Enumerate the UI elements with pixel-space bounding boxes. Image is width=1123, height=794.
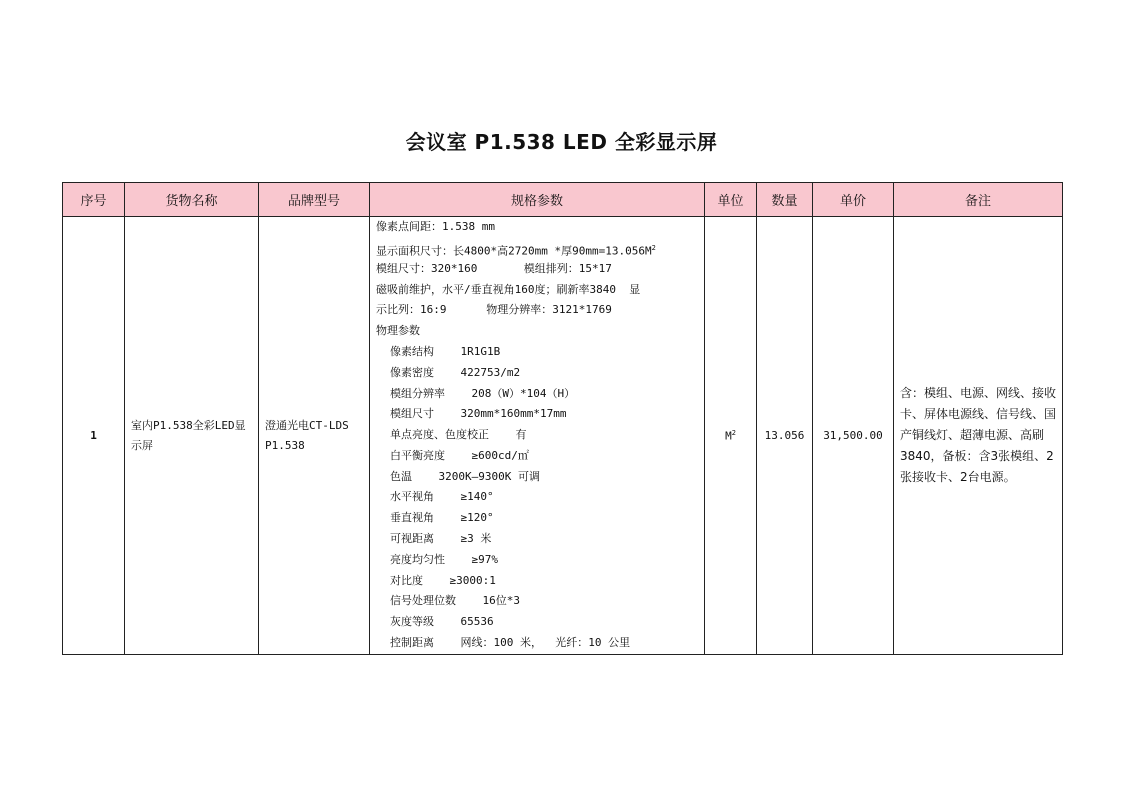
cell-quantity: 13.056	[757, 217, 813, 655]
header-index: 序号	[63, 183, 125, 217]
spec-item: 水平视角 ≥140°	[390, 490, 494, 504]
spec-item: 像素结构 1R1G1B	[390, 344, 501, 358]
spec-item: 亮度均匀性 ≥97%	[390, 552, 498, 566]
spec-item: 控制距离 网线：100 米， 光纤：10 公里	[390, 636, 631, 650]
table-row	[63, 217, 1063, 655]
header-unit-price: 单价	[813, 183, 894, 217]
cell-spec	[370, 217, 705, 655]
spec-item: 模组分辨率 208（W）*104（H）	[390, 386, 576, 400]
cell-brand-model: 澄通光电CT-LDS P1.538	[259, 217, 370, 655]
spec-line-physical: 物理参数	[376, 324, 420, 338]
cell-product-name: 室内P1.538全彩LED显示屏	[125, 217, 259, 655]
spec-item: 可视距离 ≥3 米	[390, 532, 492, 546]
spec-line-area	[376, 238, 698, 259]
cell-unit	[705, 217, 757, 655]
header-unit: 单位	[705, 183, 757, 217]
spec-item: 信号处理位数 16位*3	[390, 594, 520, 608]
spec-line-area-text: 显示面积尺寸：长4800*高2720mm *厚90mm=13.056M	[376, 244, 652, 258]
spec-line-area-sup: 2	[651, 243, 656, 252]
spec-table	[62, 182, 1063, 655]
header-product-name: 货物名称	[125, 183, 259, 217]
page-title: 会议室 P1.538 LED 全彩显示屏	[405, 130, 718, 154]
cell-index: 1	[63, 217, 125, 655]
spec-item: 对比度 ≥3000:1	[390, 573, 496, 587]
spec-line-ratio: 示比列：16:9 物理分辨率：3121*1769	[376, 303, 612, 317]
cell-unit-text: M	[725, 429, 732, 443]
spec-line-maintenance: 磁吸前维护，水平/垂直视角160度；刷新率3840 显	[376, 282, 641, 296]
header-brand-model: 品牌型号	[259, 183, 370, 217]
cell-unit-price: 31,500.00	[813, 217, 894, 655]
spec-item: 色温 3200K—9300K 可调	[390, 469, 540, 483]
spec-line-module: 模组尺寸：320*160 模组排列：15*17	[376, 261, 612, 275]
header-spec: 规格参数	[370, 183, 705, 217]
spec-item: 灰度等级 65536	[390, 615, 494, 629]
header-remarks: 备注	[894, 183, 1063, 217]
header-row	[63, 183, 1063, 217]
spec-item: 白平衡亮度 ≥600cd/㎡	[390, 448, 529, 462]
spec-line-pitch: 像素点间距：1.538 mm	[376, 220, 495, 234]
spec-item: 模组尺寸 320mm*160mm*17mm	[390, 407, 567, 421]
spec-item: 像素密度 422753/m2	[390, 365, 521, 379]
header-quantity: 数量	[757, 183, 813, 217]
spec-item: 单点亮度、色度校正 有	[390, 428, 527, 442]
cell-unit-sup: 2	[731, 428, 736, 437]
spec-item: 垂直视角 ≥120°	[390, 511, 494, 525]
cell-remarks: 含：模组、电源、网线、接收卡、屏体电源线、信号线、国产铜线灯、超薄电源、高刷3840，备板：含3张模组、2张接收卡、2台电源。	[894, 217, 1063, 655]
